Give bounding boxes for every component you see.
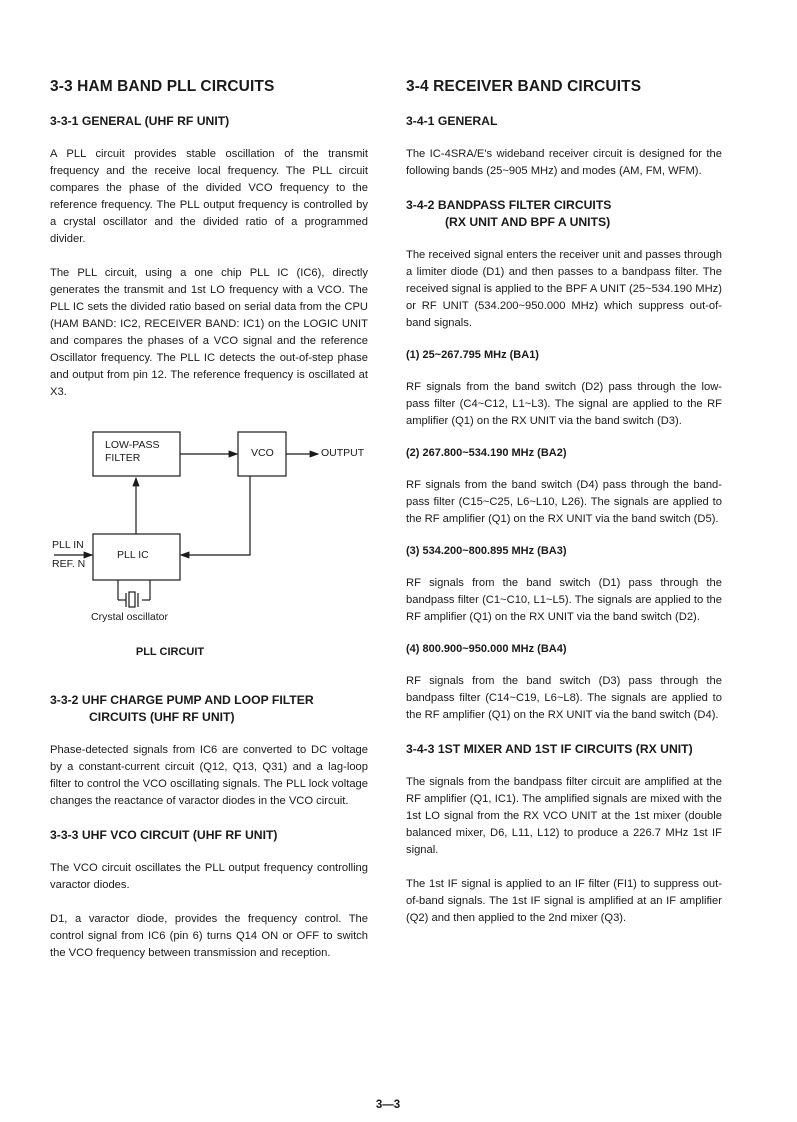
paragraph-3-4-3-b: The 1st IF signal is applied to an IF filter (FI1) to suppress out-of-band signals. The 1st IF signal is amplified at an IF amplifier (Q2) and then applied to the 2nd mixer (Q3). xyxy=(406,878,722,924)
figure-caption: PLL CIRCUIT xyxy=(135,646,205,658)
paragraph-ba2: RF signals from the band switch (D4) pass through the band-pass filter (C15~C25, L6~L10, L26). The signals are applied to the RF amplifier (Q1) on the RX UNIT via the band switch (D5). xyxy=(406,479,722,525)
page-number: 3—3 xyxy=(375,1099,401,1111)
heading-3-4-3: 3-4-3 1ST MIXER AND 1ST IF CIRCUITS (RX UNIT) xyxy=(406,742,693,756)
paragraph-ba3: RF signals from the band switch (D1) pass through the bandpass filter (C1~C10, L1~L5). The signals are applied to the RF amplifier (Q1) on the RX UNIT via the band switch (D2). xyxy=(406,577,722,623)
heading-3-3-2-line1: 3-3-2 UHF CHARGE PUMP AND LOOP FILTER xyxy=(50,693,314,707)
paragraph-3-3-3-b: D1, a varactor diode, provides the frequency control. The control signal from IC6 (pin 6) turns Q14 ON or OFF to switch the VCO frequency between transmission and reception. xyxy=(50,913,368,959)
heading-3-3-3: 3-3-3 UHF VCO CIRCUIT (UHF RF UNIT) xyxy=(50,828,278,842)
pll-ic-label: PLL IC xyxy=(117,549,149,561)
section-title-3-3: 3-3 HAM BAND PLL CIRCUITS xyxy=(50,78,275,95)
paragraph-ba1: RF signals from the band switch (D2) pass through the low-pass filter (C4~C12, L1~L3). The signal are applied to the RF amplifier (Q1) on the RX UNIT via the band switch (D3). xyxy=(406,381,722,427)
output-label: OUTPUT xyxy=(321,447,365,459)
vco-label: VCO xyxy=(251,447,274,459)
heading-3-4-2 xyxy=(406,197,722,231)
paragraph-3-3-3-a: The VCO circuit oscillates the PLL output frequency controlling varactor diodes. xyxy=(50,862,368,891)
crystal-oscillator-label: Crystal oscillator xyxy=(91,611,169,623)
left-column xyxy=(50,78,368,979)
heading-3-3-1: 3-3-1 GENERAL (UHF RF UNIT) xyxy=(50,114,230,128)
paragraph-3-4-1: The IC-4SRA/E's wideband receiver circuit is designed for the following bands (25~905 MHz) and modes (AM, FM, WFM). xyxy=(406,148,722,177)
heading-3-4-2-line1: 3-4-2 BANDPASS FILTER CIRCUITS xyxy=(406,198,612,212)
paragraph-3-4-2: The received signal enters the receiver unit and passes through a limiter diode (D1) and then passes to a bandpass filter. The received signal is applied to the BPF A UNIT (25~534.190 MHz) or RF UNIT (534.200~950.000 MHz) which suppress out-of-band signals. xyxy=(406,249,722,329)
ref-n-label: REF. N xyxy=(52,558,86,570)
heading-3-4-1: 3-4-1 GENERAL xyxy=(406,114,498,128)
paragraph-3-3-2: Phase-detected signals from IC6 are converted to DC voltage by a constant-current circuit (Q12, Q13, Q31) and a lag-loop filter to control the VCO oscillating signals. The PLL lock voltage changes the reactance of varactor diodes in the VCO circuit. xyxy=(50,744,368,807)
heading-3-4-2-line2: (RX UNIT AND BPF A UNITS) xyxy=(445,215,611,229)
lowpass-label-line1: LOW-PASS xyxy=(105,439,160,451)
heading-ba1: (1) 25~267.795 MHz (BA1) xyxy=(406,349,539,361)
right-column xyxy=(406,78,722,944)
lowpass-label-line2: FILTER xyxy=(105,452,141,464)
heading-ba3: (3) 534.200~800.895 MHz (BA3) xyxy=(406,545,567,557)
section-title-3-4: 3-4 RECEIVER BAND CIRCUITS xyxy=(406,78,642,95)
heading-ba4: (4) 800.900~950.000 MHz (BA4) xyxy=(406,643,567,655)
pll-in-label: PLL IN xyxy=(52,539,84,551)
paragraph-3-3-1-a: A PLL circuit provides stable oscillation of the transmit frequency and the receive local frequency. The PLL circuit compares the phase of the divided VCO frequency to the reference frequency. The PLL output frequency is controlled by a crystal oscillator and the divided ratio of a programmed divider. xyxy=(50,148,368,245)
paragraph-3-3-1-b: The PLL circuit, using a one chip PLL IC (IC6), directly generates the transmit and 1st LO frequency with a VCO. The PLL IC sets the divided ratio based on serial data from the CPU (HAM BAND: IC2, RECEIVER BAND: IC1) on the LOGIC UNIT and compares the phases of a VCO signal and the reference Oscillator frequency. The PLL IC detects the out-of-step phase and output from pin 12. The reference frequency is oscillated at X3. xyxy=(50,267,368,398)
heading-ba2: (2) 267.800~534.190 MHz (BA2) xyxy=(406,447,567,459)
paragraph-ba4: RF signals from the band switch (D3) pass through the bandpass filter (C14~C19, L6~L8). The signals are applied to the RF amplifier (Q1) on the RX UNIT via the band switch (D4). xyxy=(406,675,722,721)
paragraph-3-4-3-a: The signals from the bandpass filter circuit are amplified at the RF amplifier (Q1, IC1). The amplified signals are mixed with the 1st LO signal from the RX VCO UNIT at the 1st mixer (double balanced mixer, D6, L11, L12) to produce a 226.7 MHz 1st IF signal. xyxy=(406,776,722,856)
pll-circuit-diagram xyxy=(50,418,368,628)
heading-3-3-2 xyxy=(50,692,368,726)
heading-3-3-2-line2: CIRCUITS (UHF RF UNIT) xyxy=(89,710,235,724)
